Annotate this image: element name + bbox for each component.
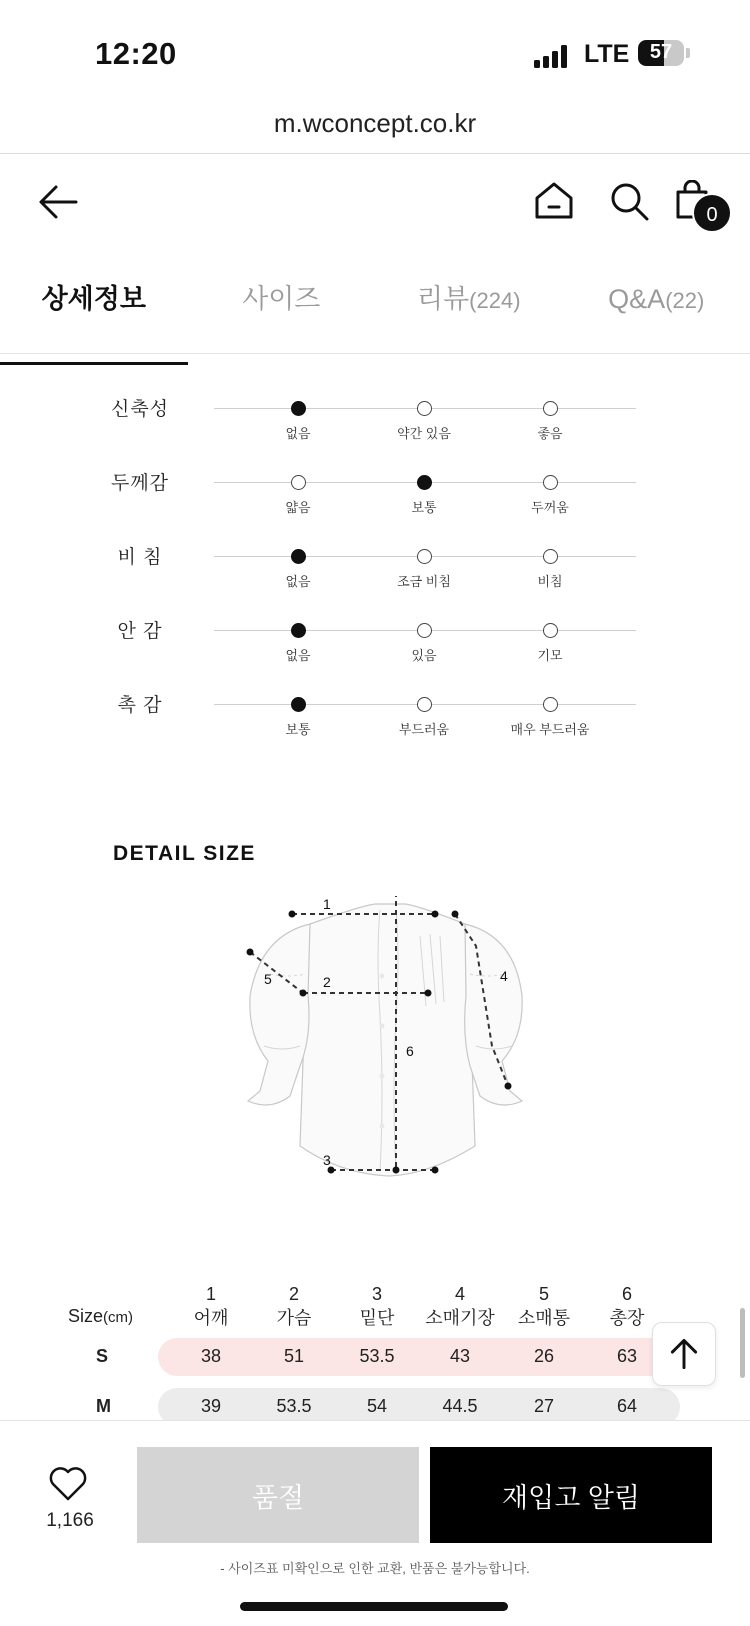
tab-label: 사이즈 [242,284,321,314]
marker-1: 1 [323,896,331,912]
table-cell: 64 [616,1396,638,1416]
attribute-option: 약간 있음 [397,426,451,441]
detail-size-title: DETAIL SIZE [113,842,256,865]
cart-count-badge[interactable]: 0 [692,193,732,233]
column-number: 3 [371,1284,382,1304]
scroll-to-top-button[interactable] [652,1322,716,1386]
tab-label: 리뷰 [416,284,470,314]
column-name: 총장 [609,1308,645,1328]
attribute-point [417,549,432,564]
size-notice: - 사이즈표 미확인으로 인한 교환, 반품은 불가능합니다. [220,1561,530,1576]
table-cell: 54 [366,1396,388,1416]
table-cell: 51 [283,1346,305,1366]
product-tabs [0,270,750,354]
attribute-option: 얇음 [285,500,311,515]
attribute-option: 조금 비침 [397,574,451,589]
tab-label: 상세정보 [41,284,146,314]
attribute-point [291,549,306,564]
column-name: 밑단 [359,1308,395,1328]
browser-url[interactable]: m.wconcept.co.kr [273,108,477,138]
table-cell: 27 [533,1396,555,1416]
marker-5: 5 [264,971,272,987]
network-type: LTE [584,40,630,68]
battery-level: 57 [649,41,673,63]
sold-out-button[interactable]: 품절 [137,1447,419,1543]
size-unit: (cm) [103,1309,134,1326]
attribute-point [543,401,558,416]
attribute-option: 부드러움 [398,722,450,737]
attribute-point [291,697,306,712]
like-count: 1,166 [46,1510,94,1531]
attribute-option: 없음 [285,426,311,441]
size-unit-label [68,1306,133,1327]
marker-4: 4 [500,968,508,984]
column-number: 2 [288,1284,299,1304]
status-time: 12:20 [95,36,177,71]
signal-icon [534,44,570,68]
column-number: 5 [538,1284,549,1304]
attribute-option: 좋음 [537,426,563,441]
home-indicator[interactable] [240,1602,508,1611]
attribute-option: 두꺼움 [531,500,569,515]
attribute-row [0,620,750,680]
attribute-point [291,475,306,490]
attribute-row [0,472,750,532]
attribute-point [543,697,558,712]
tab-qna[interactable] [563,270,750,353]
table-cell: 38 [200,1346,222,1366]
attribute-option: 있음 [411,648,437,663]
size-column-header [249,1282,339,1330]
marker-3: 3 [323,1152,331,1168]
attribute-point [291,401,306,416]
attribute-option: 매우 부드러움 [510,722,590,737]
size-label-text: Size [68,1306,104,1326]
size-column-header [332,1282,422,1330]
battery-tip [686,48,690,58]
column-number: 4 [454,1284,465,1304]
size-column-header [415,1282,505,1330]
attribute-label: 촉 감 [117,695,163,716]
home-icon[interactable] [534,180,574,220]
table-cell: 26 [533,1346,555,1366]
attribute-row [0,546,750,606]
size-column-header [499,1282,589,1330]
status-bar [0,0,750,100]
column-name: 소매기장 [425,1308,495,1328]
table-cell: 39 [200,1396,222,1416]
search-icon[interactable] [608,180,650,222]
restock-alert-button[interactable]: 재입고 알림 [430,1447,712,1543]
attribute-point [417,401,432,416]
tab-label: Q&A [608,284,666,314]
attribute-option: 보통 [411,500,437,515]
tab-count: (224) [469,288,521,313]
tab-details[interactable] [0,270,188,353]
marker-2: 2 [323,974,331,990]
table-cell: 43 [449,1346,471,1366]
column-name: 어깨 [193,1308,229,1328]
tab-count: (22) [665,288,705,313]
table-cell: 53.5 [276,1396,312,1416]
table-cell: 53.5 [359,1346,395,1366]
attribute-option: 보통 [285,722,311,737]
column-number: 1 [205,1284,216,1304]
column-name: 소매통 [517,1308,571,1328]
scrollbar[interactable] [740,1308,745,1378]
size-column-header [166,1282,256,1330]
attribute-point [291,623,306,638]
attribute-label: 두께감 [110,473,170,494]
back-arrow-icon[interactable] [36,180,80,224]
attribute-option: 기모 [537,648,563,663]
divider [0,153,750,154]
blouse-measurement-diagram [230,896,540,1226]
attribute-point [417,475,432,490]
heart-icon[interactable] [48,1466,88,1502]
attribute-option: 비침 [537,574,563,589]
tab-reviews[interactable] [375,270,563,353]
column-number: 6 [621,1284,632,1304]
attribute-point [417,623,432,638]
row-size-code: M [96,1396,111,1416]
attribute-row [0,398,750,458]
attribute-row [0,694,750,754]
column-name: 가슴 [276,1308,312,1328]
attribute-option: 없음 [285,648,311,663]
marker-6: 6 [406,1043,414,1059]
attribute-option: 없음 [285,574,311,589]
table-cell: 44.5 [442,1396,478,1416]
attribute-point [543,623,558,638]
battery-icon [638,40,684,66]
attribute-point [543,549,558,564]
tab-size[interactable] [188,270,376,353]
attribute-point [543,475,558,490]
table-cell: 63 [616,1346,638,1366]
attribute-label: 비 침 [117,547,163,568]
attribute-point [417,697,432,712]
row-size-code: S [96,1346,109,1366]
attribute-label: 신축성 [110,399,170,420]
arrow-up-icon [653,1323,715,1385]
attribute-label: 안 감 [117,621,163,642]
